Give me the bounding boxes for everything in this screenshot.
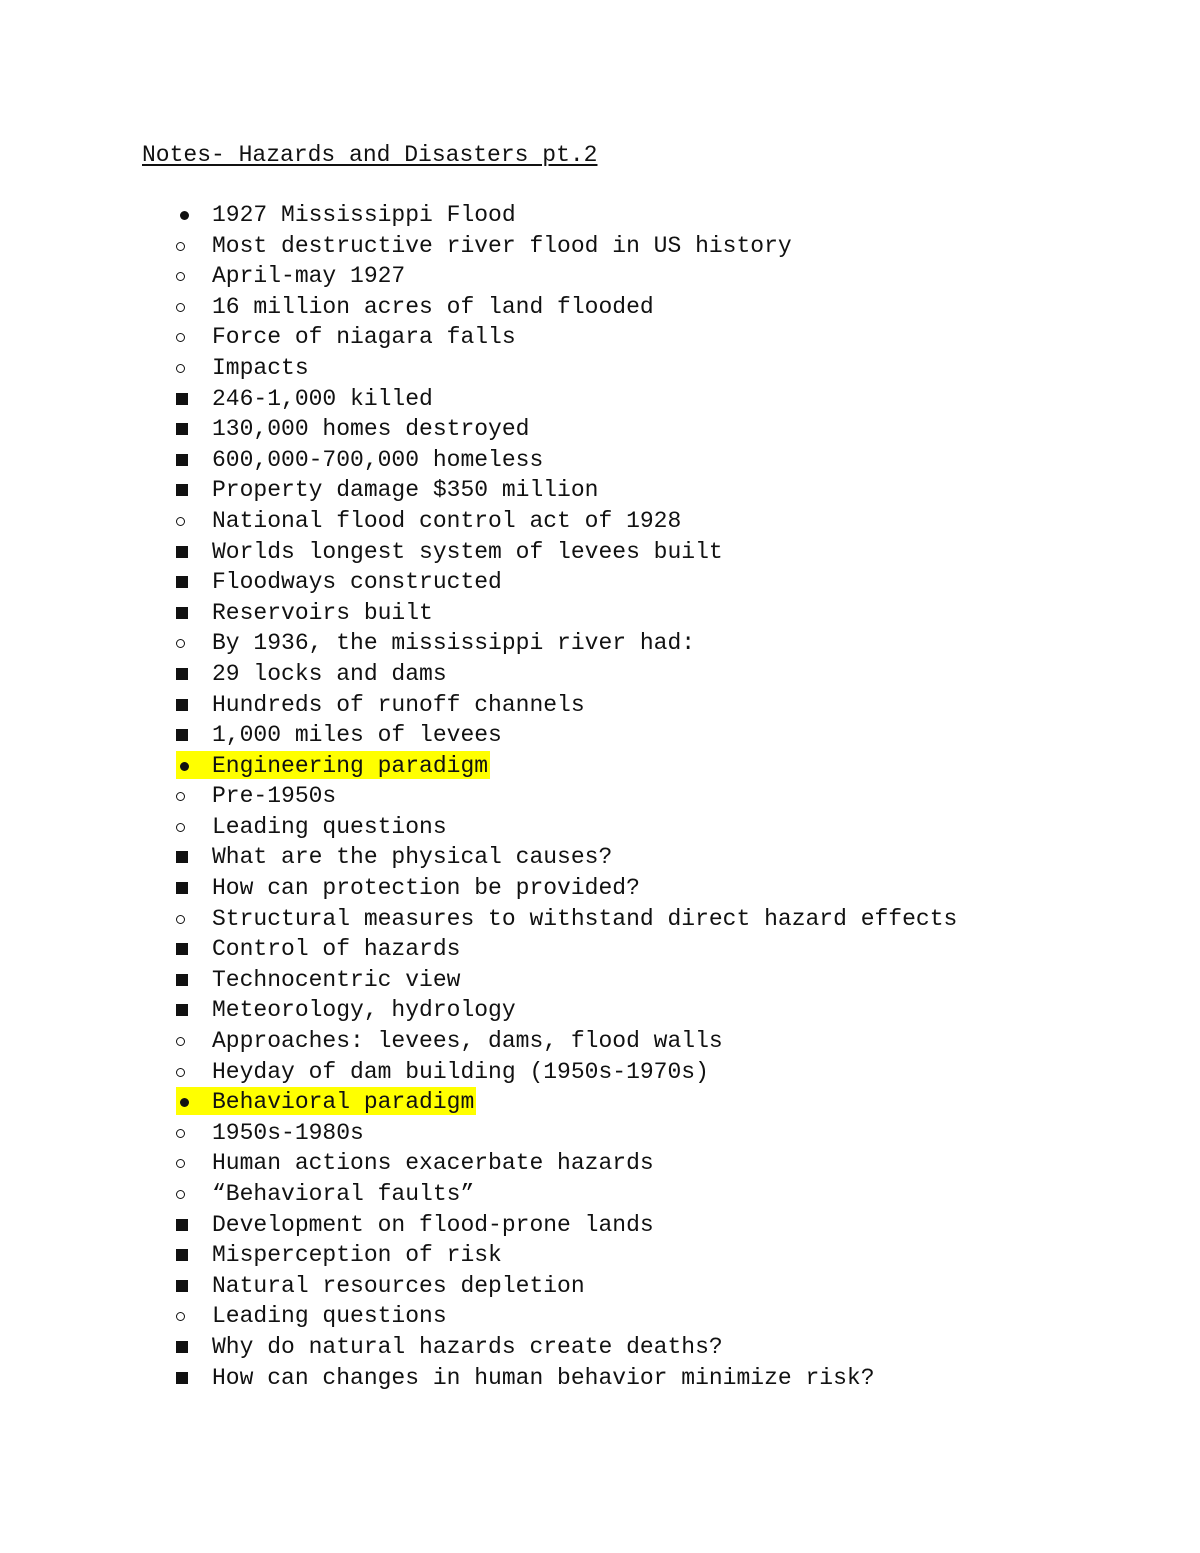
outline-row-level-3 <box>176 1271 957 1302</box>
notes-outline <box>176 200 957 1393</box>
outline-row-level-3 <box>176 690 957 721</box>
list-item-text: How can protection be provided? <box>212 875 640 902</box>
outline-row-level-3 <box>176 720 957 751</box>
list-item <box>176 812 957 904</box>
list-item-text: 1950s-1980s <box>212 1119 364 1146</box>
outline-row-level-2 <box>176 322 957 353</box>
outline-row-level-3 <box>176 414 957 445</box>
bullet-square-icon <box>176 414 212 445</box>
list-item <box>176 628 957 750</box>
sub-sub-list <box>176 537 957 629</box>
outline-row-level-3 <box>176 475 957 506</box>
list-item <box>176 1363 957 1394</box>
bullet-square-icon <box>176 1363 212 1394</box>
bullet-square-icon <box>176 720 212 751</box>
outline-row-level-3 <box>176 1363 957 1394</box>
outline-row-level-2 <box>176 904 957 935</box>
outline-row-level-3 <box>176 1210 957 1241</box>
bullet-square-icon <box>176 995 212 1026</box>
outline-row-level-3 <box>176 537 957 568</box>
bullet-circle-icon <box>176 1179 212 1210</box>
list-item <box>176 1210 957 1241</box>
list-item-text: How can changes in human behavior minimize risk? <box>212 1364 875 1391</box>
list-item <box>176 720 957 751</box>
bullet-square-icon <box>176 1271 212 1302</box>
list-item-text: By 1936, the mississippi river had: <box>212 630 696 657</box>
list-item-text: “Behavioral faults” <box>212 1181 475 1207</box>
list-item-text: Floodways constructed <box>212 569 502 596</box>
outline-row-level-2 <box>176 628 957 659</box>
list-item <box>176 322 957 353</box>
sub-list <box>176 231 957 751</box>
list-item <box>176 414 957 445</box>
list-item-text: 29 locks and dams <box>212 660 447 687</box>
list-item <box>176 1240 957 1271</box>
outline-row-level-2 <box>176 506 957 537</box>
bullet-circle-icon <box>176 1026 212 1057</box>
bullet-square-icon <box>176 445 212 476</box>
bullet-circle-icon <box>176 904 212 935</box>
highlighted-heading <box>176 751 490 779</box>
list-item-text: Behavioral paradigm <box>212 1089 475 1116</box>
list-item-text: Meteorology, hydrology <box>212 997 516 1024</box>
outline-row-level-3 <box>176 934 957 965</box>
sub-list <box>176 1118 957 1393</box>
outline-row-level-3 <box>176 598 957 629</box>
outline-row-level-1 <box>176 1087 957 1118</box>
list-item <box>176 690 957 721</box>
outline-row-level-3 <box>176 445 957 476</box>
list-item-text: Most destructive river flood in US history <box>212 232 792 259</box>
outline-row-level-2 <box>176 1301 957 1332</box>
sub-sub-list <box>176 384 957 506</box>
list-item-text: Leading questions <box>212 813 447 840</box>
bullet-square-icon <box>176 690 212 721</box>
bullet-circle-icon <box>176 322 212 353</box>
bullet-circle-icon <box>176 628 212 659</box>
outline-row-level-2 <box>176 292 957 323</box>
list-item <box>176 781 957 812</box>
list-item <box>176 1271 957 1302</box>
highlighted-heading <box>176 1087 476 1115</box>
outline-row-level-2 <box>176 1057 957 1088</box>
list-item <box>176 567 957 598</box>
list-item <box>176 292 957 323</box>
bullet-square-icon <box>176 873 212 904</box>
list-item <box>176 475 957 506</box>
bullet-circle-icon <box>176 231 212 262</box>
bullet-square-icon <box>176 1210 212 1241</box>
outline-row-level-3 <box>176 384 957 415</box>
outline-row-level-2 <box>176 812 957 843</box>
list-item <box>176 934 957 965</box>
list-item <box>176 1148 957 1179</box>
list-item-text: Development on flood-prone lands <box>212 1211 654 1238</box>
list-item <box>176 537 957 568</box>
list-item-text: April-may 1927 <box>212 263 406 290</box>
list-item-text: Impacts <box>212 354 309 381</box>
sub-sub-list <box>176 934 957 1026</box>
list-item <box>176 1332 957 1363</box>
outline-row-level-2 <box>176 231 957 262</box>
outline-row-level-3 <box>176 1332 957 1363</box>
list-item-text: Misperception of risk <box>212 1242 502 1269</box>
list-item-text: 600,000-700,000 homeless <box>212 446 544 473</box>
list-item <box>176 1087 957 1393</box>
bullet-square-icon <box>176 567 212 598</box>
list-item <box>176 873 957 904</box>
list-item-text: Worlds longest system of levees built <box>212 538 723 565</box>
list-item-text: Property damage $350 million <box>212 477 599 504</box>
list-item <box>176 353 957 506</box>
list-item <box>176 261 957 292</box>
list-item-text: Reservoirs built <box>212 599 433 626</box>
page-title: Notes- Hazards and Disasters pt.2 <box>142 142 598 168</box>
sub-sub-list <box>176 842 957 903</box>
list-item-text: 246-1,000 killed <box>212 385 433 412</box>
bullet-circle-icon <box>176 353 212 384</box>
list-item <box>176 598 957 629</box>
list-item <box>176 1026 957 1057</box>
list-item-text: Why do natural hazards create deaths? <box>212 1333 723 1360</box>
bullet-square-icon <box>176 934 212 965</box>
outline-row-level-3 <box>176 995 957 1026</box>
sub-sub-list <box>176 659 957 751</box>
bullet-square-icon <box>176 537 212 568</box>
bullet-circle-icon <box>176 781 212 812</box>
outline-row-level-2 <box>176 781 957 812</box>
list-item <box>176 751 957 1088</box>
outline-row-level-3 <box>176 659 957 690</box>
bullet-square-icon <box>176 965 212 996</box>
list-item <box>176 842 957 873</box>
sub-sub-list <box>176 1332 957 1393</box>
list-item <box>176 904 957 1026</box>
list-item <box>176 506 957 628</box>
list-item <box>176 200 957 751</box>
list-item <box>176 1118 957 1149</box>
list-item <box>176 231 957 262</box>
list-item-text: National flood control act of 1928 <box>212 507 682 534</box>
list-item-text: Approaches: levees, dams, flood walls <box>212 1028 723 1055</box>
list-item <box>176 965 957 996</box>
outline-row-level-2 <box>176 1148 957 1179</box>
list-item-text: Natural resources depletion <box>212 1272 585 1299</box>
bullet-square-icon <box>176 1332 212 1363</box>
list-item-text: Force of niagara falls <box>212 324 516 351</box>
list-item <box>176 1179 957 1301</box>
bullet-circle-icon <box>176 292 212 323</box>
outline-row-level-3 <box>176 567 957 598</box>
outline-row-level-3 <box>176 965 957 996</box>
outline-row-level-1 <box>176 751 957 782</box>
bullet-circle-icon <box>176 1118 212 1149</box>
list-item <box>176 1301 957 1393</box>
list-item-text: 16 million acres of land flooded <box>212 293 654 320</box>
sub-list <box>176 781 957 1087</box>
outline-row-level-2 <box>176 1026 957 1057</box>
list-item <box>176 995 957 1026</box>
list-item-text: Heyday of dam building (1950s-1970s) <box>212 1058 709 1085</box>
bullet-square-icon <box>176 842 212 873</box>
outline-row-level-3 <box>176 1240 957 1271</box>
outline-row-level-2 <box>176 261 957 292</box>
outline-row-level-2 <box>176 353 957 384</box>
bullet-disc-icon <box>176 1087 212 1115</box>
bullet-circle-icon <box>176 506 212 537</box>
list-item <box>176 1057 957 1088</box>
list-item-text: 130,000 homes destroyed <box>212 416 530 443</box>
bullet-square-icon <box>176 1240 212 1271</box>
list-item-text: Technocentric view <box>212 966 461 993</box>
bullet-disc-icon <box>176 200 212 231</box>
list-item-text: 1927 Mississippi Flood <box>212 202 516 228</box>
list-item <box>176 384 957 415</box>
list-item <box>176 445 957 476</box>
bullet-square-icon <box>176 475 212 506</box>
list-item-text: What are the physical causes? <box>212 844 613 871</box>
bullet-disc-icon <box>176 751 212 779</box>
list-item-text: Leading questions <box>212 1303 447 1330</box>
list-item-text: Pre-1950s <box>212 783 337 810</box>
outline-row-level-3 <box>176 873 957 904</box>
list-item-text: Control of hazards <box>212 936 461 963</box>
list-item-text: Hundreds of runoff channels <box>212 691 585 718</box>
outline-row-level-2 <box>176 1118 957 1149</box>
bullet-circle-icon <box>176 812 212 843</box>
bullet-circle-icon <box>176 1148 212 1179</box>
list-item <box>176 659 957 690</box>
bullet-square-icon <box>176 659 212 690</box>
bullet-circle-icon <box>176 261 212 292</box>
bullet-circle-icon <box>176 1301 212 1332</box>
bullet-circle-icon <box>176 1057 212 1088</box>
sub-sub-list <box>176 1210 957 1302</box>
list-item-text: Human actions exacerbate hazards <box>212 1150 654 1177</box>
list-item-text: 1,000 miles of levees <box>212 722 502 749</box>
list-item-text: Structural measures to withstand direct hazard effects <box>212 905 958 932</box>
bullet-square-icon <box>176 384 212 415</box>
bullet-square-icon <box>176 598 212 629</box>
outline-row-level-2 <box>176 1179 957 1210</box>
outline-row-level-3 <box>176 842 957 873</box>
list-item-text: Engineering paradigm <box>212 752 489 779</box>
outline-row-level-1 <box>176 200 957 231</box>
